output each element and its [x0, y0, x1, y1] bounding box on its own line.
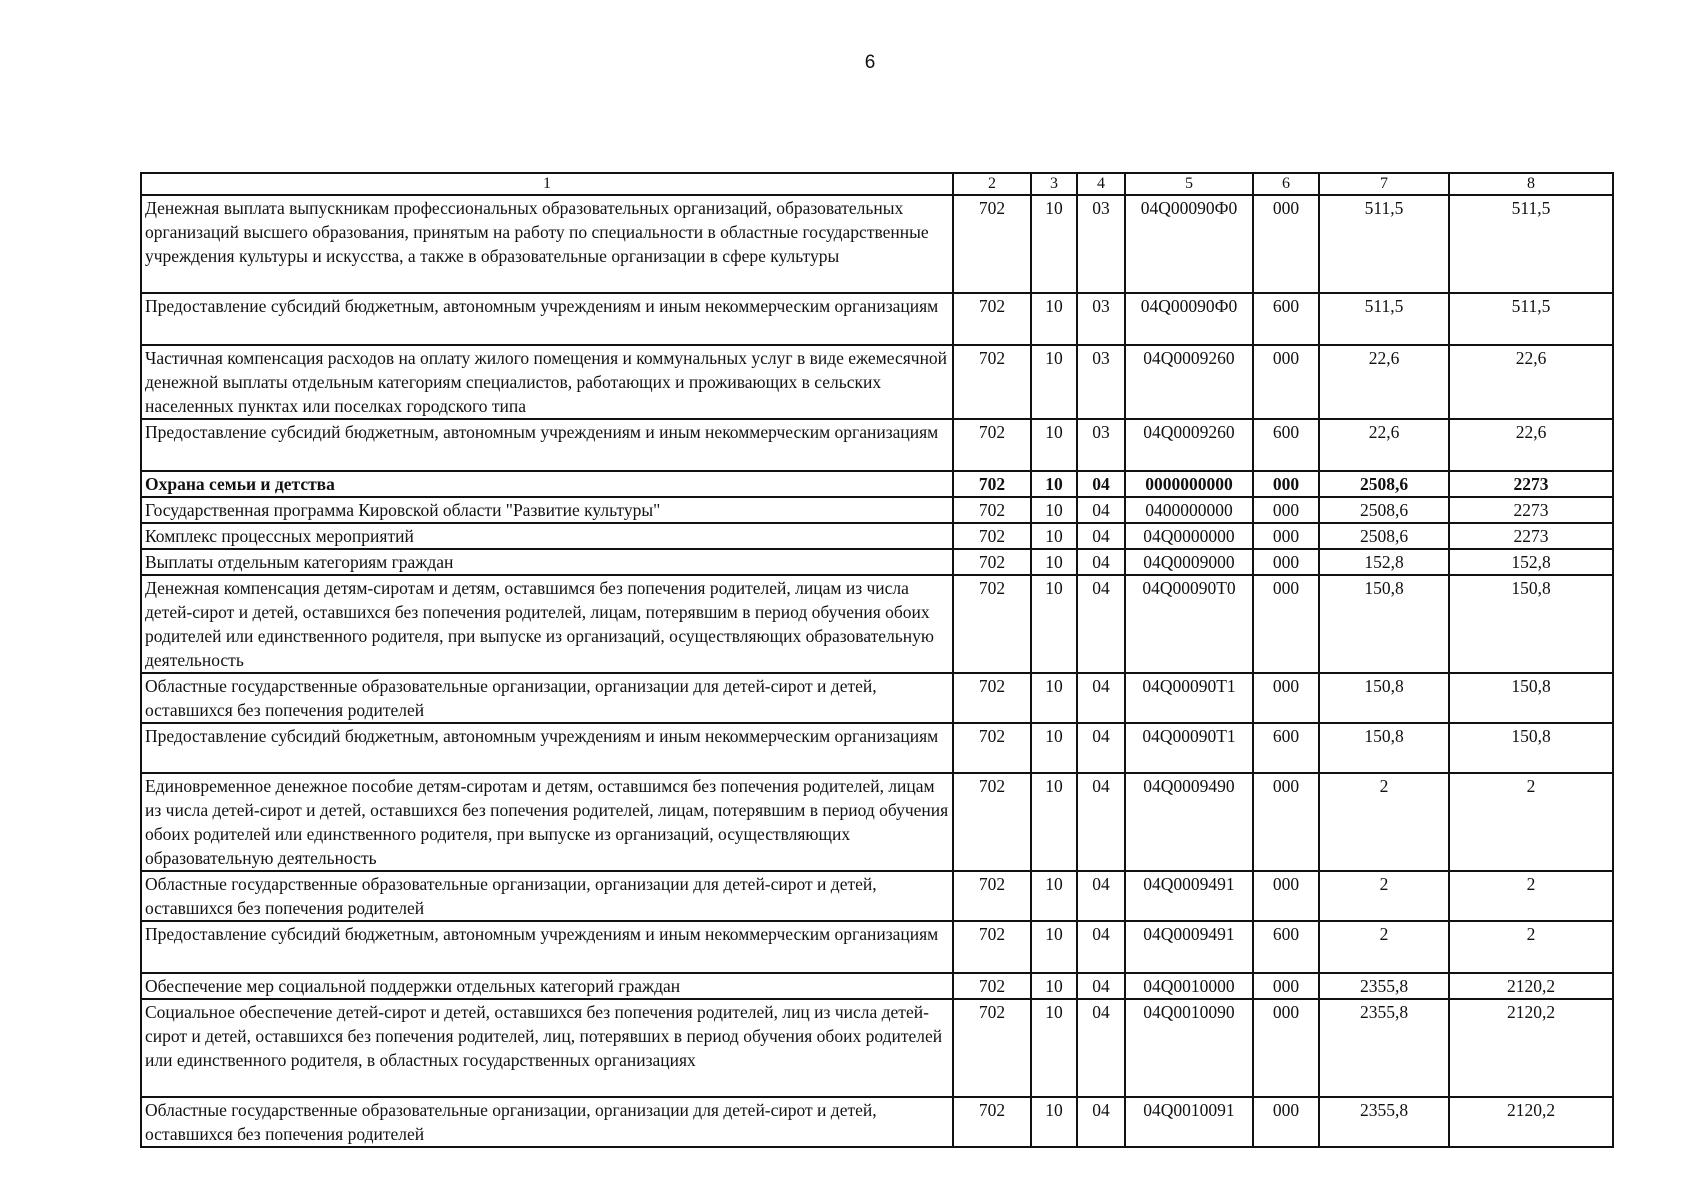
amount-year1-cell: 2 — [1319, 921, 1449, 973]
code-cell: 702 — [953, 471, 1031, 497]
description-cell: Областные государственные образовательные организации, организации для детей-сирот и детей, оставшихся без попечения родителей — [141, 673, 953, 723]
subsection-cell: 03 — [1077, 195, 1125, 293]
section-cell: 10 — [1031, 999, 1077, 1097]
section-cell: 10 — [1031, 723, 1077, 773]
target-code-cell: 04Q0010090 — [1125, 999, 1253, 1097]
section-cell: 10 — [1031, 293, 1077, 345]
expense-type-cell: 000 — [1253, 575, 1319, 673]
amount-year2-cell: 511,5 — [1449, 195, 1613, 293]
description-cell: Выплаты отдельным категориям граждан — [141, 549, 953, 575]
amount-year1-cell: 2508,6 — [1319, 497, 1449, 523]
header-cell: 8 — [1449, 173, 1613, 195]
description-cell: Денежная выплата выпускникам профессиональных образовательных организаций, образовательных организаций высшего образования, принятым на работу по специальности в областные государственные учреждения культуры и искусства, а также в образовательные организации в сфере культуры — [141, 195, 953, 293]
table-row — [141, 921, 1613, 973]
section-cell: 10 — [1031, 773, 1077, 871]
expense-type-cell: 600 — [1253, 419, 1319, 471]
code-cell: 702 — [953, 419, 1031, 471]
amount-year1-cell: 2 — [1319, 871, 1449, 921]
subsection-cell: 04 — [1077, 871, 1125, 921]
subsection-cell: 04 — [1077, 1097, 1125, 1147]
header-cell: 4 — [1077, 173, 1125, 195]
section-cell: 10 — [1031, 871, 1077, 921]
expense-type-cell: 000 — [1253, 973, 1319, 999]
expense-type-cell: 600 — [1253, 723, 1319, 773]
section-cell: 10 — [1031, 419, 1077, 471]
expense-type-cell: 000 — [1253, 471, 1319, 497]
amount-year2-cell: 2 — [1449, 773, 1613, 871]
subsection-cell: 04 — [1077, 673, 1125, 723]
table-row — [141, 549, 1613, 575]
description-cell: Денежная компенсация детям-сиротам и детям, оставшимся без попечения родителей, лицам из числа детей-сирот и детей, оставшихся без попечения родителей, лицам, потерявшим в период обучения обоих родителей или единственного родителя, при выпуске из организаций, осуществляющих образовательную деятельность — [141, 575, 953, 673]
section-cell: 10 — [1031, 497, 1077, 523]
amount-year1-cell: 150,8 — [1319, 723, 1449, 773]
budget-table — [140, 172, 1614, 1148]
target-code-cell: 04Q0009491 — [1125, 921, 1253, 973]
expense-type-cell: 000 — [1253, 773, 1319, 871]
amount-year1-cell: 2 — [1319, 773, 1449, 871]
subsection-cell: 04 — [1077, 471, 1125, 497]
description-cell: Охрана семьи и детства — [141, 471, 953, 497]
section-cell: 10 — [1031, 575, 1077, 673]
amount-year2-cell: 2 — [1449, 871, 1613, 921]
amount-year2-cell: 2273 — [1449, 523, 1613, 549]
description-cell: Государственная программа Кировской области "Развитие культуры" — [141, 497, 953, 523]
table-row — [141, 471, 1613, 497]
expense-type-cell: 000 — [1253, 345, 1319, 419]
code-cell: 702 — [953, 1097, 1031, 1147]
amount-year2-cell: 2273 — [1449, 471, 1613, 497]
subsection-cell: 03 — [1077, 419, 1125, 471]
subsection-cell: 04 — [1077, 523, 1125, 549]
code-cell: 702 — [953, 549, 1031, 575]
target-code-cell: 0400000000 — [1125, 497, 1253, 523]
description-cell: Частичная компенсация расходов на оплату жилого помещения и коммунальных услуг в виде ежемесячной денежной выплаты отдельным категориям специалистов, работающих и проживающих в сельских населенных пунктах или поселках городского типа — [141, 345, 953, 419]
amount-year1-cell: 152,8 — [1319, 549, 1449, 575]
amount-year1-cell: 511,5 — [1319, 293, 1449, 345]
expense-type-cell: 000 — [1253, 523, 1319, 549]
section-cell: 10 — [1031, 549, 1077, 575]
table-row — [141, 673, 1613, 723]
amount-year2-cell: 150,8 — [1449, 673, 1613, 723]
amount-year1-cell: 2355,8 — [1319, 1097, 1449, 1147]
code-cell: 702 — [953, 871, 1031, 921]
target-code-cell: 04Q0010091 — [1125, 1097, 1253, 1147]
target-code-cell: 04Q0009260 — [1125, 345, 1253, 419]
amount-year2-cell: 2 — [1449, 921, 1613, 973]
code-cell: 702 — [953, 497, 1031, 523]
header-row — [141, 173, 1613, 195]
code-cell: 702 — [953, 973, 1031, 999]
expense-type-cell: 000 — [1253, 1097, 1319, 1147]
table-row — [141, 773, 1613, 871]
expense-type-cell: 600 — [1253, 921, 1319, 973]
amount-year1-cell: 2508,6 — [1319, 523, 1449, 549]
amount-year2-cell: 511,5 — [1449, 293, 1613, 345]
expense-type-cell: 000 — [1253, 195, 1319, 293]
subsection-cell: 03 — [1077, 345, 1125, 419]
header-cell: 2 — [953, 173, 1031, 195]
table-body — [141, 173, 1613, 1147]
code-cell: 702 — [953, 921, 1031, 973]
amount-year2-cell: 150,8 — [1449, 575, 1613, 673]
expense-type-cell: 000 — [1253, 871, 1319, 921]
subsection-cell: 04 — [1077, 575, 1125, 673]
section-cell: 10 — [1031, 523, 1077, 549]
section-cell: 10 — [1031, 345, 1077, 419]
code-cell: 702 — [953, 345, 1031, 419]
code-cell: 702 — [953, 773, 1031, 871]
subsection-cell: 04 — [1077, 723, 1125, 773]
subsection-cell: 04 — [1077, 999, 1125, 1097]
description-cell: Единовременное денежное пособие детям-сиротам и детям, оставшимся без попечения родителей, лицам из числа детей-сирот и детей, оставшихся без попечения родителей, лицам, потерявшим в период обучения обоих родителей или единственного родителя, при выпуске из организаций, осуществляющих образовательную деятельность — [141, 773, 953, 871]
subsection-cell: 04 — [1077, 921, 1125, 973]
amount-year1-cell: 22,6 — [1319, 419, 1449, 471]
description-cell: Предоставление субсидий бюджетным, автономным учреждениям и иным некоммерческим организациям — [141, 293, 953, 345]
amount-year2-cell: 2273 — [1449, 497, 1613, 523]
target-code-cell: 04Q0000000 — [1125, 523, 1253, 549]
header-cell: 3 — [1031, 173, 1077, 195]
target-code-cell: 04Q00090Т0 — [1125, 575, 1253, 673]
section-cell: 10 — [1031, 1097, 1077, 1147]
description-cell: Обеспечение мер социальной поддержки отдельных категорий граждан — [141, 973, 953, 999]
subsection-cell: 04 — [1077, 973, 1125, 999]
code-cell: 702 — [953, 999, 1031, 1097]
amount-year1-cell: 2508,6 — [1319, 471, 1449, 497]
description-cell: Областные государственные образовательные организации, организации для детей-сирот и детей, оставшихся без попечения родителей — [141, 871, 953, 921]
section-cell: 10 — [1031, 195, 1077, 293]
table-row — [141, 195, 1613, 293]
amount-year2-cell: 2120,2 — [1449, 1097, 1613, 1147]
description-cell: Предоставление субсидий бюджетным, автономным учреждениям и иным некоммерческим организациям — [141, 921, 953, 973]
target-code-cell: 04Q0009490 — [1125, 773, 1253, 871]
header-cell: 1 — [141, 173, 953, 195]
amount-year2-cell: 2120,2 — [1449, 999, 1613, 1097]
expense-type-cell: 000 — [1253, 497, 1319, 523]
code-cell: 702 — [953, 293, 1031, 345]
target-code-cell: 04Q0009491 — [1125, 871, 1253, 921]
expense-type-cell: 600 — [1253, 293, 1319, 345]
table-row — [141, 523, 1613, 549]
expense-type-cell: 000 — [1253, 673, 1319, 723]
description-cell: Областные государственные образовательные организации, организации для детей-сирот и детей, оставшихся без попечения родителей — [141, 1097, 953, 1147]
amount-year2-cell: 22,6 — [1449, 345, 1613, 419]
target-code-cell: 04Q0010000 — [1125, 973, 1253, 999]
amount-year1-cell: 2355,8 — [1319, 999, 1449, 1097]
table-row — [141, 293, 1613, 345]
table-row — [141, 575, 1613, 673]
table-row — [141, 1097, 1613, 1147]
table-row — [141, 723, 1613, 773]
header-cell: 7 — [1319, 173, 1449, 195]
code-cell: 702 — [953, 673, 1031, 723]
target-code-cell: 04Q00090Т1 — [1125, 723, 1253, 773]
description-cell: Предоставление субсидий бюджетным, автономным учреждениям и иным некоммерческим организациям — [141, 419, 953, 471]
subsection-cell: 03 — [1077, 293, 1125, 345]
amount-year1-cell: 150,8 — [1319, 575, 1449, 673]
subsection-cell: 04 — [1077, 549, 1125, 575]
target-code-cell: 04Q00090Ф0 — [1125, 195, 1253, 293]
description-cell: Комплекс процессных мероприятий — [141, 523, 953, 549]
table-row — [141, 497, 1613, 523]
description-cell: Социальное обеспечение детей-сирот и детей, оставшихся без попечения родителей, лиц из числа детей-сирот и детей, оставшихся без попечения родителей, лиц, потерявших в период обучения обоих родителей или единственного родителя, в областных государственных организациях — [141, 999, 953, 1097]
target-code-cell: 04Q0009260 — [1125, 419, 1253, 471]
amount-year1-cell: 150,8 — [1319, 673, 1449, 723]
subsection-cell: 04 — [1077, 497, 1125, 523]
expense-type-cell: 000 — [1253, 999, 1319, 1097]
section-cell: 10 — [1031, 673, 1077, 723]
target-code-cell: 04Q00090Ф0 — [1125, 293, 1253, 345]
code-cell: 702 — [953, 575, 1031, 673]
subsection-cell: 04 — [1077, 773, 1125, 871]
amount-year1-cell: 511,5 — [1319, 195, 1449, 293]
description-cell: Предоставление субсидий бюджетным, автономным учреждениям и иным некоммерческим организациям — [141, 723, 953, 773]
amount-year2-cell: 22,6 — [1449, 419, 1613, 471]
code-cell: 702 — [953, 523, 1031, 549]
header-cell: 5 — [1125, 173, 1253, 195]
target-code-cell: 0000000000 — [1125, 471, 1253, 497]
amount-year1-cell: 2355,8 — [1319, 973, 1449, 999]
code-cell: 702 — [953, 195, 1031, 293]
expense-type-cell: 000 — [1253, 549, 1319, 575]
amount-year2-cell: 152,8 — [1449, 549, 1613, 575]
target-code-cell: 04Q0009000 — [1125, 549, 1253, 575]
amount-year2-cell: 2120,2 — [1449, 973, 1613, 999]
section-cell: 10 — [1031, 973, 1077, 999]
table-row — [141, 345, 1613, 419]
section-cell: 10 — [1031, 921, 1077, 973]
code-cell: 702 — [953, 723, 1031, 773]
table-row — [141, 973, 1613, 999]
section-cell: 10 — [1031, 471, 1077, 497]
table-row — [141, 999, 1613, 1097]
header-cell: 6 — [1253, 173, 1319, 195]
page-number: 6 — [864, 52, 876, 73]
target-code-cell: 04Q00090Т1 — [1125, 673, 1253, 723]
amount-year1-cell: 22,6 — [1319, 345, 1449, 419]
amount-year2-cell: 150,8 — [1449, 723, 1613, 773]
table-row — [141, 419, 1613, 471]
table-row — [141, 871, 1613, 921]
